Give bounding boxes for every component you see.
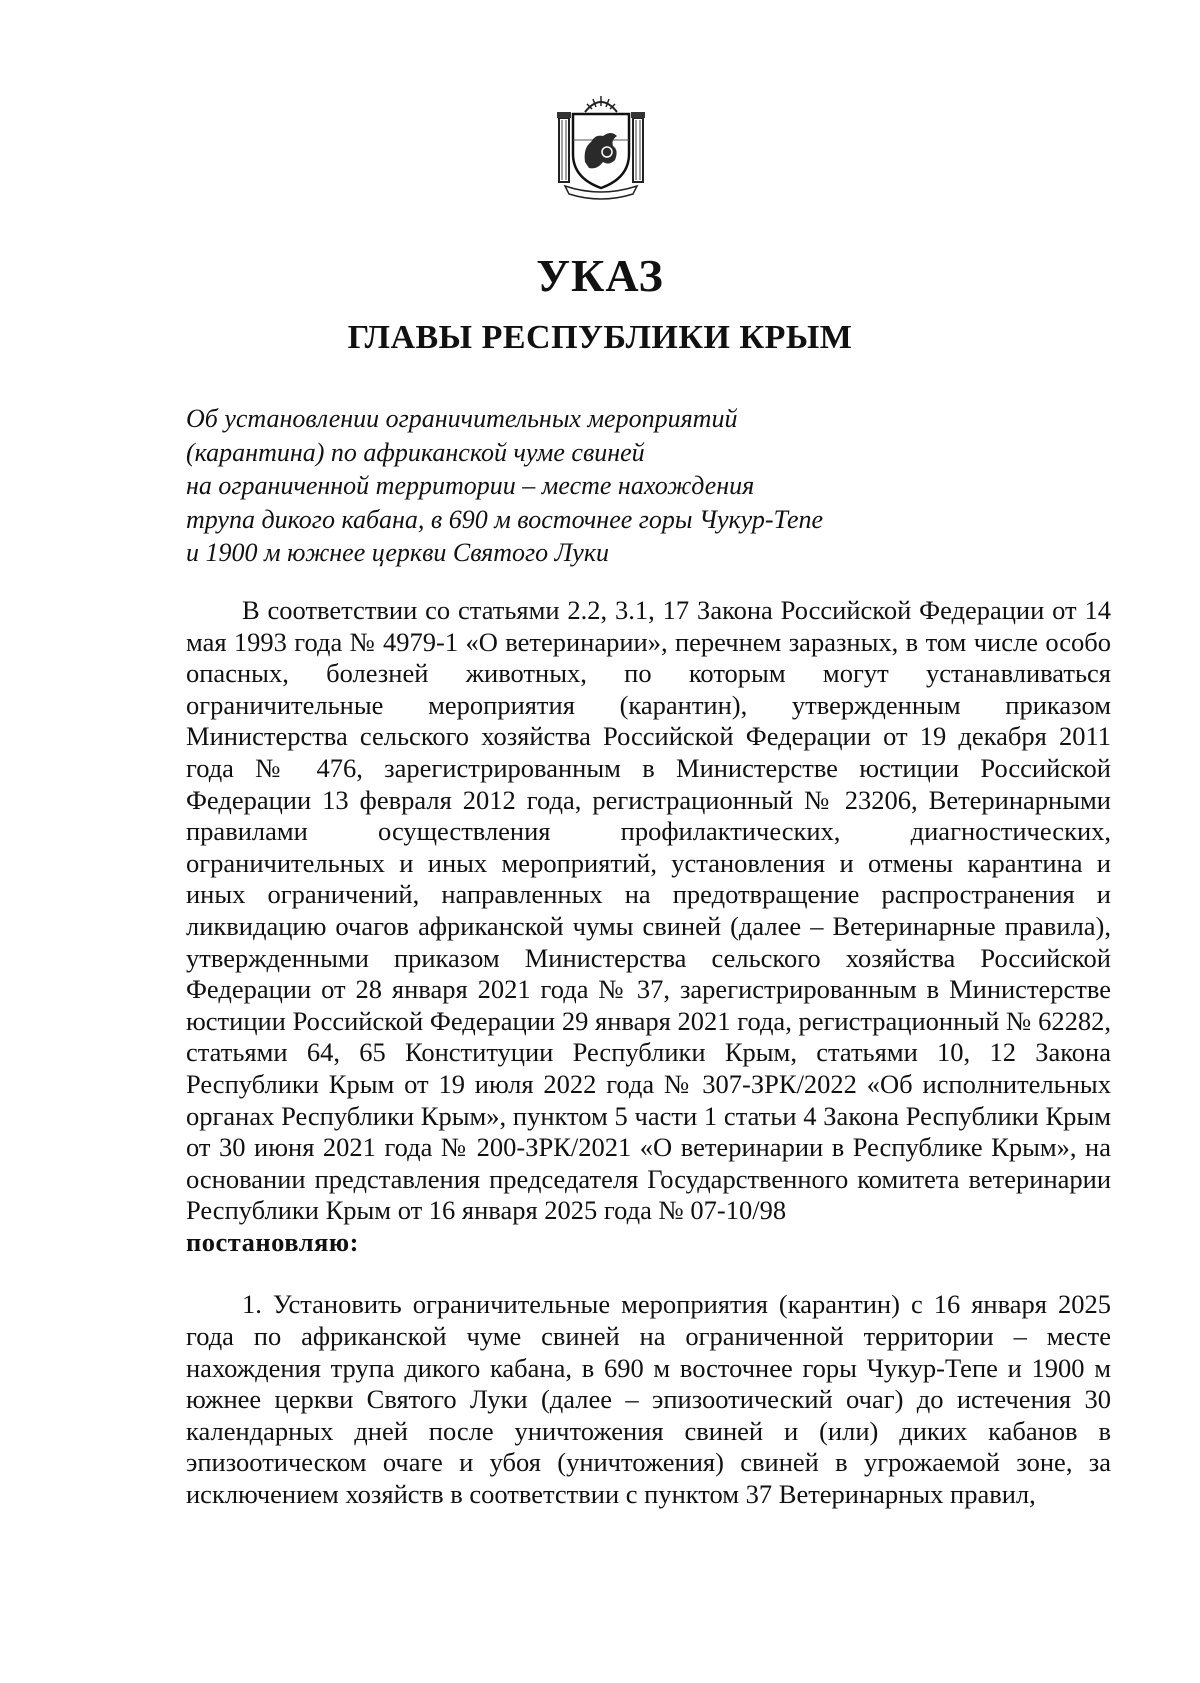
- heading-line: (карантина) по африканской чуме свиней: [186, 437, 645, 467]
- heading-line: и 1900 м южнее церкви Святого Луки: [186, 538, 609, 567]
- coat-of-arms-crimea-icon: [555, 90, 647, 200]
- preamble-text: В соответствии со статьями 2.2, 3.1, 17 Закона Российской Федерации от 14 мая 1993 года № 4979-1 «О ветеринарии», перечнем заразных, в том числе особо опасных, болезней животных, по которым могут устанавливаться ограничительные мероприятия (карантин), утвержденным приказом Министерства сельского хозяйства Российской Федерации от 19 декабря 2011 года № 476, зарегистрированным в Министерстве юстиции Российской Федерации 13 февраля 2012 года, регистрационный № 23206, Ветеринарными правилами осуществления профилактических, диагностических, ограничительных и иных мероприятий, установления и отмены карантина и иных ограничений, направленных на предотвращение распространения и ликвидацию очагов африканской чумы свиней (далее – Ветеринарные правила), утвержденными приказом Министерства сельского хозяйства Российской Федерации от 28 января 2021 года № 37, зарегистрированным в Министерстве юстиции Российской Федерации 29 января 2021 года, регистрационный № 62282, статьями 64, 65 Конституции Республики Крым, статьями 10, 12 Закона Республики Крым от 19 июля 2022 года № 307-ЗРК/2022 «Об исполнительных органах Республики Крым», пунктом 5 части 1 статьи 4 Закона Республики Крым от 30 июня 2021 года № 200-ЗРК/2021 «О ветеринарии в Республике Крым», на основании представления председателя Государственного комитета ветеринарии Республики Крым от 16 января 2025 года № 07-10/98: [186, 595, 1111, 1226]
- document-heading: [186, 402, 946, 570]
- heading-line: Об установлении ограничительных мероприятий: [186, 404, 738, 433]
- heading-line: трупа дикого кабана, в 690 м восточнее горы Чукур-Тепе: [186, 504, 824, 534]
- document-title: УКАЗ: [536, 250, 664, 301]
- document-subtitle: ГЛАВЫ РЕСПУБЛИКИ КРЫМ: [347, 319, 853, 356]
- document-body: [186, 595, 1111, 1511]
- heading-line: на ограниченной территории – месте нахождения: [186, 471, 755, 500]
- resolve-text: постановляю:: [186, 1226, 359, 1257]
- preamble-paragraph: [186, 595, 1111, 1258]
- item-1-paragraph: 1. Установить ограничительные мероприятия (карантин) с 16 января 2025 года по африканской чуме свиней на ограниченной территории – месте нахождения трупа дикого кабана, в 690 м восточнее горы Чукур-Тепе и 1900 м южнее церкви Святого Луки (далее – эпизоотический очаг) до истечения 30 календарных дней после уничтожения свиней и (или) диких кабанов в эпизоотическом очаге и убоя (уничтожения) свиней в угрожаемой зоне, за исключением хозяйств в соответствии с пунктом 37 Ветеринарных правил,: [186, 1289, 1111, 1510]
